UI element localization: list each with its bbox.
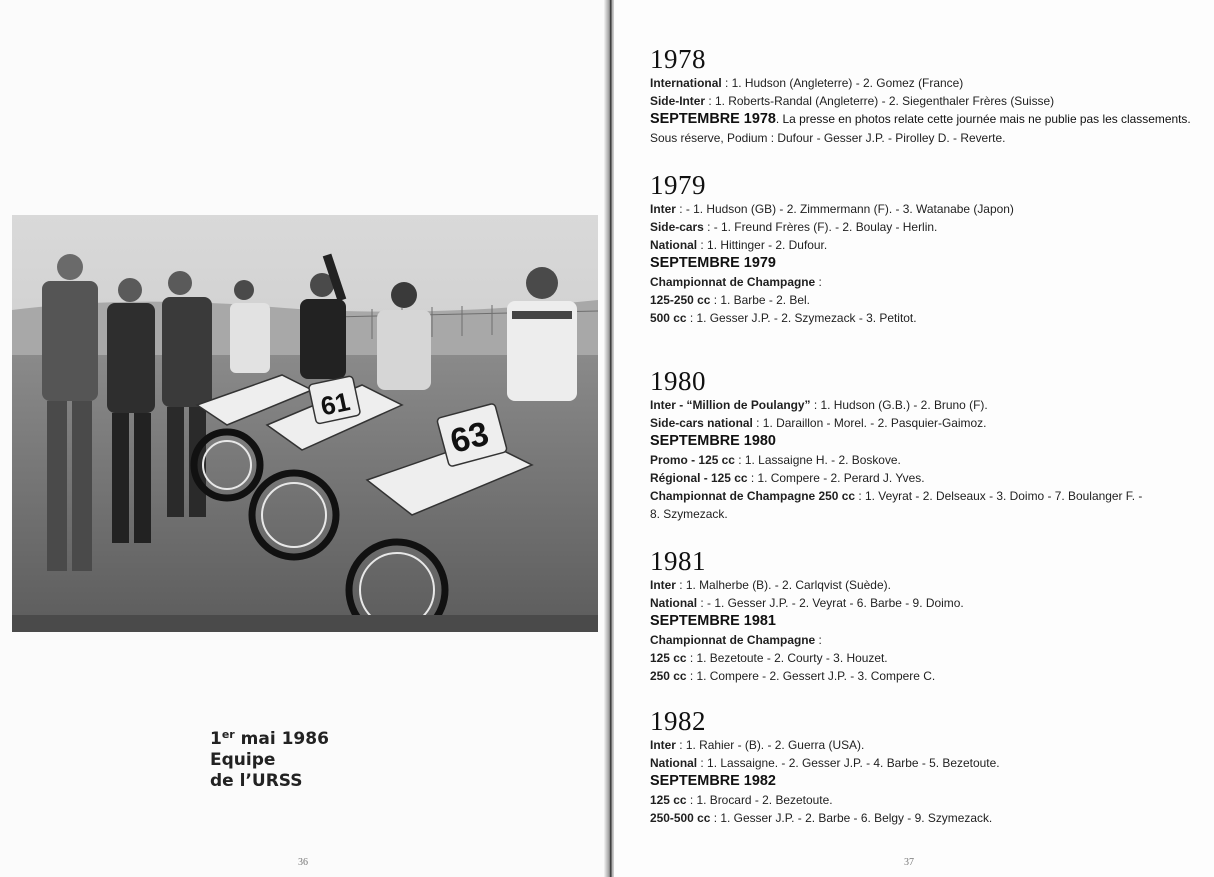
page-number-left: 36 (298, 857, 308, 868)
result-line: Championnat de Champagne : (650, 633, 822, 647)
team-photo (12, 215, 598, 632)
result-line: Inter : 1. Malherbe (B). - 2. Carlqvist (Suède). (650, 578, 891, 592)
number-plate-61: 61 (318, 386, 353, 422)
result-line: National : - 1. Gesser J.P. - 2. Veyrat - 6. Barbe - 9. Doimo. (650, 596, 964, 610)
september-heading: SEPTEMBRE 1981 (650, 613, 776, 629)
result-line: International : 1. Hudson (Angleterre) - 2. Gomez (France) (650, 76, 964, 90)
result-line: Régional - 125 cc : 1. Compere - 2. Perard J. Yves. (650, 471, 925, 485)
result-line: Championnat de Champagne 250 cc : 1. Veyrat - 2. Delseaux - 3. Doimo - 7. Boulanger F. - (650, 489, 1143, 503)
year-heading: 1980 (650, 366, 706, 396)
result-line: National : 1. Lassaigne. - 2. Gesser J.P. - 4. Barbe - 5. Bezetoute. (650, 756, 1000, 770)
result-line: Side-cars national : 1. Daraillon - Morel. - 2. Pasquier-Gaimoz. (650, 416, 987, 430)
section-1979 (650, 170, 1205, 327)
photo-caption (210, 724, 329, 792)
section-1980 (650, 366, 1205, 523)
team-photo-illustration (12, 215, 598, 632)
result-line: National : 1. Hittinger - 2. Dufour. (650, 238, 828, 252)
result-line: 125 cc : 1. Bezetoute - 2. Courty - 3. Houzet. (650, 651, 888, 665)
caption-country-line: de l’URSS (210, 771, 303, 791)
result-line: Inter - “Million de Poulangy” : 1. Hudson (G.B.) - 2. Bruno (F). (650, 398, 988, 412)
section-1982 (650, 706, 1205, 827)
year-heading: 1982 (650, 706, 706, 736)
result-line: 250 cc : 1. Compere - 2. Gessert J.P. - 3. Compere C. (650, 669, 936, 683)
september-heading: SEPTEMBRE 1980 (650, 433, 776, 449)
result-line: 500 cc : 1. Gesser J.P. - 2. Szymezack - 3. Petitot. (650, 311, 917, 325)
september-heading: SEPTEMBRE 1979 (650, 255, 776, 271)
september-heading: SEPTEMBRE 1978. La presse en photos relate cette journée mais ne publie pas les classements. (650, 111, 1191, 127)
result-line: Side-cars : - 1. Freund Frères (F). - 2. Boulay - Herlin. (650, 220, 938, 234)
result-line: 125 cc : 1. Brocard - 2. Bezetoute. (650, 793, 833, 807)
number-plate-63: 63 (446, 414, 493, 461)
result-line: Inter : - 1. Hudson (GB) - 2. Zimmermann (F). - 3. Watanabe (Japon) (650, 202, 1014, 216)
result-line: Championnat de Champagne : (650, 275, 822, 289)
year-heading: 1981 (650, 546, 706, 576)
result-line: 125-250 cc : 1. Barbe - 2. Bel. (650, 293, 810, 307)
result-line: Inter : 1. Rahier - (B). - 2. Guerra (USA). (650, 738, 865, 752)
year-heading: 1978 (650, 44, 706, 74)
page-number-right: 37 (904, 857, 914, 868)
result-line: Side-Inter : 1. Roberts-Randal (Angleterre) - 2. Siegenthaler Frères (Suisse) (650, 94, 1055, 108)
caption-team-line: Equipe (210, 750, 276, 770)
result-line: 250-500 cc : 1. Gesser J.P. - 2. Barbe - 6. Belgy - 9. Szymezack. (650, 811, 993, 825)
section-1978 (650, 44, 1205, 147)
year-heading: 1979 (650, 170, 706, 200)
left-page (0, 0, 606, 877)
result-line: Sous réserve, Podium : Dufour - Gesser J.P. - Pirolley D. - Reverte. (650, 131, 1006, 145)
september-heading: SEPTEMBRE 1982 (650, 773, 776, 789)
caption-date: 1er mai 1986 (210, 728, 329, 749)
result-line: 8. Szymezack. (650, 507, 728, 521)
result-line: Promo - 125 cc : 1. Lassaigne H. - 2. Boskove. (650, 453, 901, 467)
september-note: . La presse en photos relate cette journée mais ne publie pas les classements. (775, 112, 1191, 126)
section-1981 (650, 546, 1205, 685)
